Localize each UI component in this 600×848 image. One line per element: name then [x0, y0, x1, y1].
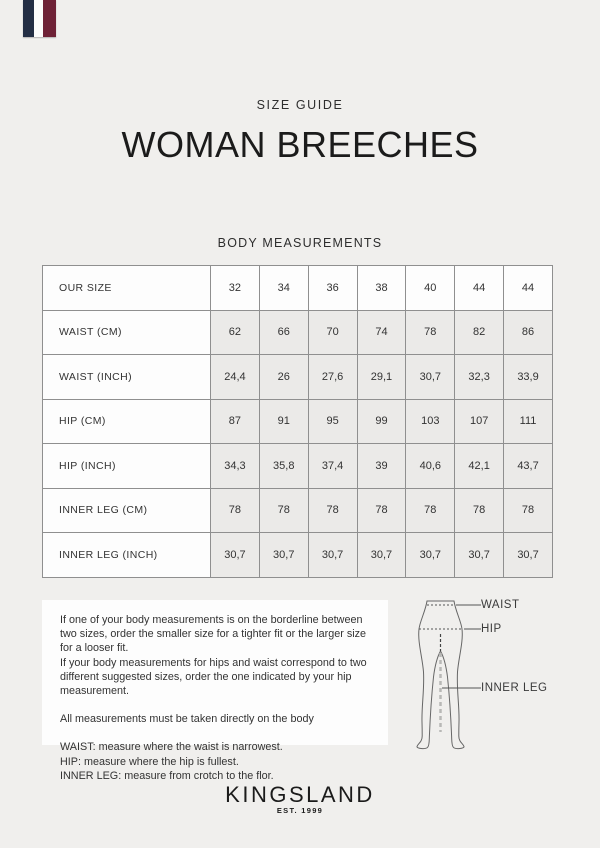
- measurement-value: 103: [406, 399, 455, 444]
- table-row: [43, 444, 553, 489]
- row-label: WAIST (CM): [43, 310, 211, 355]
- measurement-value: 78: [357, 488, 406, 533]
- measurement-value: 42,1: [455, 444, 504, 489]
- measurement-value: 78: [308, 488, 357, 533]
- measurement-value: 66: [259, 310, 308, 355]
- size-value: 40: [406, 266, 455, 311]
- measurement-value: 33,9: [504, 355, 553, 400]
- measurement-value: 78: [211, 488, 260, 533]
- measurement-value: 78: [504, 488, 553, 533]
- measurement-value: 86: [504, 310, 553, 355]
- size-table-header-row: [43, 266, 553, 311]
- measurement-value: 30,7: [259, 533, 308, 578]
- measurement-value: 70: [308, 310, 357, 355]
- measurement-value: 32,3: [455, 355, 504, 400]
- measurement-value: 27,6: [308, 355, 357, 400]
- measurement-value: 111: [504, 399, 553, 444]
- row-label: INNER LEG (CM): [43, 488, 211, 533]
- measurement-value: 74: [357, 310, 406, 355]
- size-value: 44: [455, 266, 504, 311]
- measurement-value: 30,7: [357, 533, 406, 578]
- measurement-value: 82: [455, 310, 504, 355]
- measurement-value: 40,6: [406, 444, 455, 489]
- measurement-value: 62: [211, 310, 260, 355]
- table-row: [43, 399, 553, 444]
- size-value: 32: [211, 266, 260, 311]
- ribbon-white-stripe: [34, 0, 43, 37]
- row-label: WAIST (INCH): [43, 355, 211, 400]
- measurement-value: 87: [211, 399, 260, 444]
- breeches-diagram: [405, 596, 555, 752]
- measurement-value: 35,8: [259, 444, 308, 489]
- size-value: 44: [504, 266, 553, 311]
- note-line: If one of your body measurements is on the borderline between two sizes, order the smaller size for a tighter fit or the larger size for a looser fit.: [60, 614, 367, 655]
- measurement-value: 26: [259, 355, 308, 400]
- measurement-value: 107: [455, 399, 504, 444]
- row-label: OUR SIZE: [43, 266, 211, 311]
- ribbon-burgundy-stripe: [43, 0, 56, 37]
- diagram-label-waist: WAIST: [481, 599, 520, 611]
- size-value: 34: [259, 266, 308, 311]
- table-row: [43, 533, 553, 578]
- section-title: BODY MEASUREMENTS: [217, 236, 383, 250]
- row-label: HIP (CM): [43, 399, 211, 444]
- measurement-value: 39: [357, 444, 406, 489]
- row-label: INNER LEG (INCH): [43, 533, 211, 578]
- measurement-value: 78: [406, 310, 455, 355]
- table-row: [43, 310, 553, 355]
- measurement-value: 30,7: [406, 533, 455, 578]
- measurement-value: 78: [259, 488, 308, 533]
- measurement-value: 30,7: [211, 533, 260, 578]
- brand-established: EST. 1999: [276, 806, 324, 815]
- measurement-value: 30,7: [406, 355, 455, 400]
- measurement-value: 99: [357, 399, 406, 444]
- table-row: [43, 355, 553, 400]
- measurement-value: 34,3: [211, 444, 260, 489]
- ribbon-navy-stripe: [23, 0, 34, 37]
- measurement-value: 29,1: [357, 355, 406, 400]
- page-title: WOMAN BREECHES: [121, 124, 479, 165]
- row-label: HIP (INCH): [43, 444, 211, 489]
- brand-logo: KINGSLAND: [225, 782, 375, 807]
- measurement-value: 43,7: [504, 444, 553, 489]
- measurement-value: 24,4: [211, 355, 260, 400]
- measurement-value: 30,7: [504, 533, 553, 578]
- note-line: All measurements must be taken directly on the body: [60, 713, 314, 726]
- measurement-value: 78: [455, 488, 504, 533]
- measurement-value: 30,7: [455, 533, 504, 578]
- note-line: If your body measurements for hips and waist correspond to two different suggested sizes, order the one indicated by your hip measurement.: [60, 656, 367, 698]
- measurement-value: 78: [406, 488, 455, 533]
- brand-ribbon-icon: [23, 0, 56, 37]
- measurement-value: 30,7: [308, 533, 357, 578]
- note-line-hip: HIP: measure where the hip is fullest.: [60, 755, 239, 768]
- size-value: 36: [308, 266, 357, 311]
- measurement-value: 95: [308, 399, 357, 444]
- notes-box: [42, 600, 388, 782]
- diagram-label-inner-leg: INNER LEG: [481, 682, 548, 694]
- measurement-value: 91: [259, 399, 308, 444]
- measurement-value: 37,4: [308, 444, 357, 489]
- diagram-label-hip: HIP: [481, 623, 502, 635]
- note-line-innerleg: INNER LEG: measure from crotch to the flor.: [60, 769, 274, 782]
- size-guide-eyebrow: SIZE GUIDE: [256, 98, 344, 112]
- size-table: [42, 265, 553, 578]
- size-value: 38: [357, 266, 406, 311]
- breeches-outline-icon: [405, 596, 555, 752]
- note-line-waist: WAIST: measure where the waist is narrowest.: [60, 741, 283, 754]
- table-row: [43, 488, 553, 533]
